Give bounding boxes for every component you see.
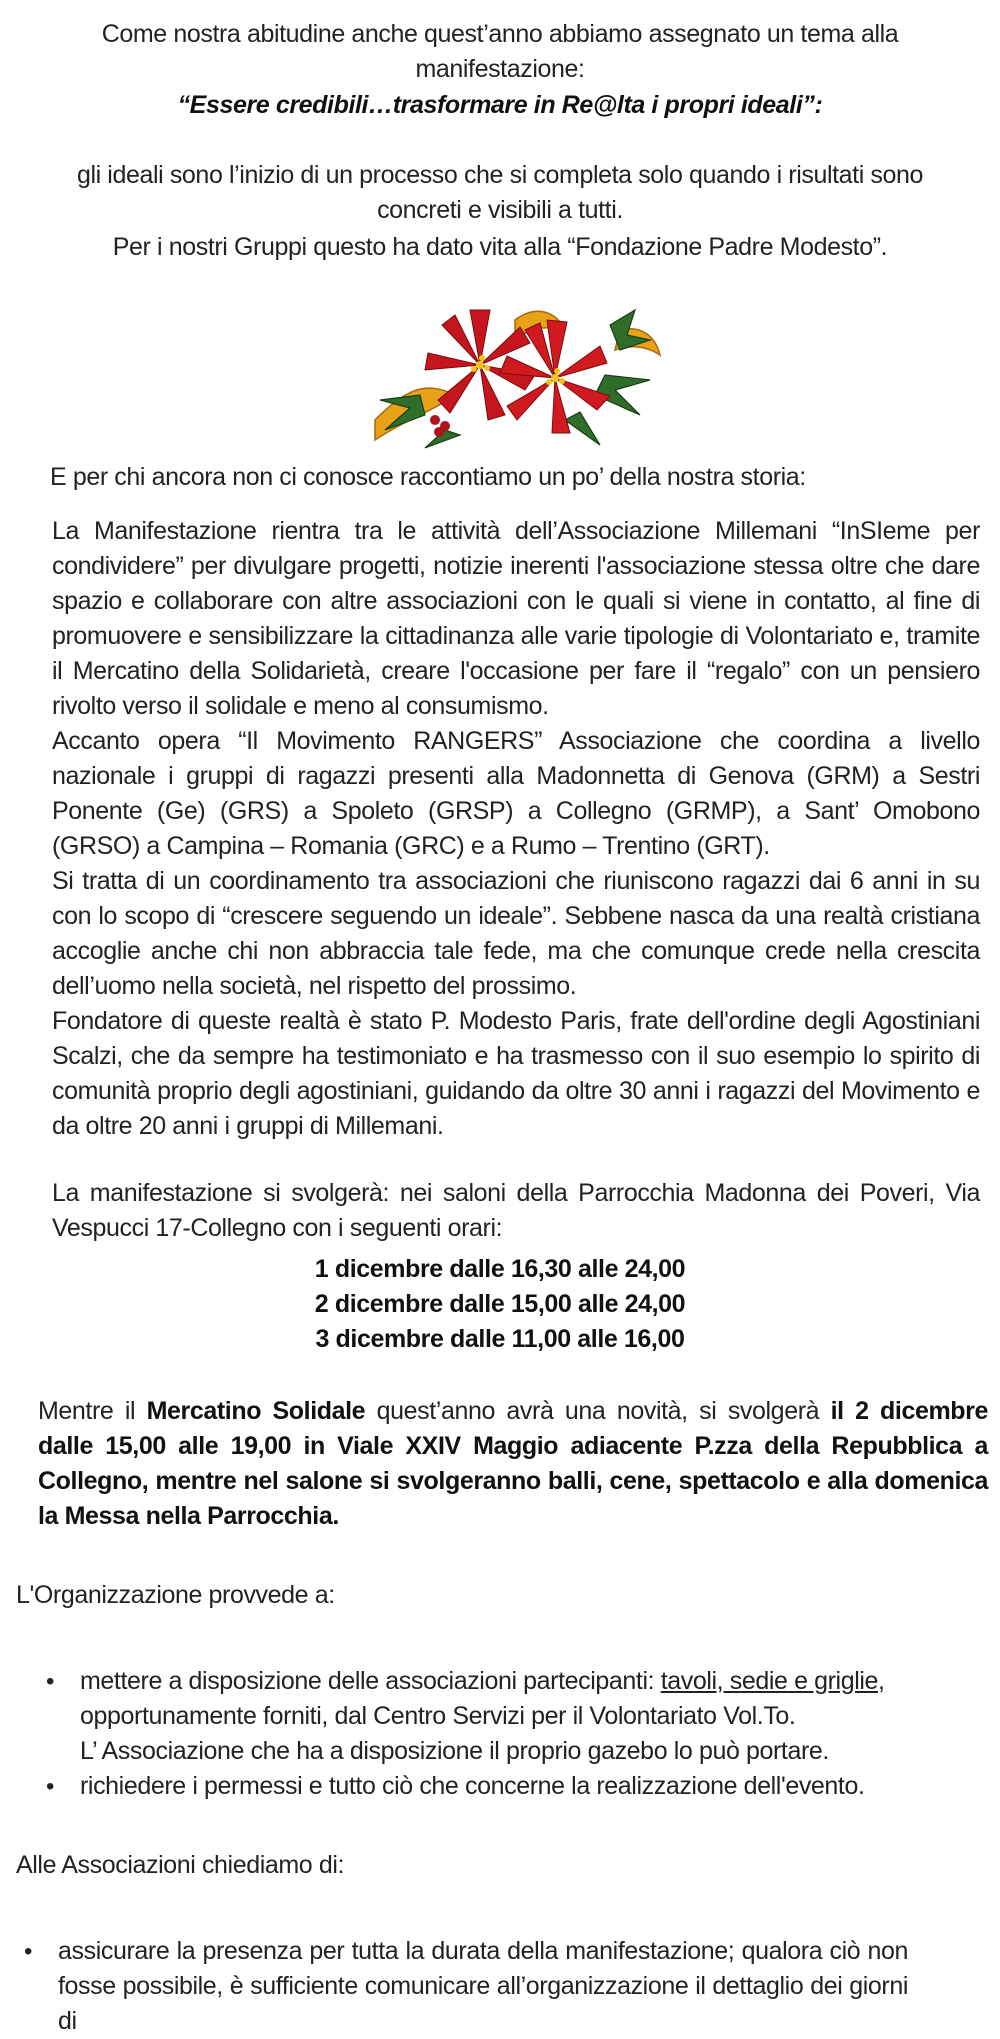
history-paragraph-4: Fondatore di queste realtà è stato P. Modesto Paris, frate dell'ordine degli Agostiniani Scalzi, che da sempre ha testimoniato e ha trasmesso con il suo esempio lo spirito di comunità proprio degli agostiniani, guidando da oltre 30 anni i ragazzi del Movimento e da oltre 20 anni i gruppi di Millemani. [52,1007,980,1140]
market-details: il 2 dicembre dalle 15,00 alle 19,00 in Viale XXIV Maggio adiacente P.zza della Repubblica a Collegno, mentre nel salone si svolgeranno balli, cene, spettacolo e alla domenica la Messa nella Parrocchia. [38,1397,989,1530]
organization-item-1 [80,1664,960,1769]
organization-item-1-post: opportunamente forniti, dal Centro Servizi per il Volontariato Vol.To. [80,1702,796,1730]
history-paragraph-2: Accanto opera “Il Movimento RANGERS” Associazione che coordina a livello nazionale i gruppi di ragazzi presenti alla Madonnetta di Genova (GRM) a Sestri Ponente (Ge) (GRS) a Spoleto (GRSP) a Collegno (GRMP), a Sant’ Omobono (GRSO) a Campina – Romania (GRC) e a Rumo – Trentino (GRT). [52,727,980,860]
foundation-text: Per i nostri Gruppi questo ha dato vita alla “Fondazione Padre Modesto”. [112,233,888,261]
market-paragraph [38,1394,988,1534]
intro-line: Come nostra abitudine anche quest’anno abbiamo assegnato un tema alla manifestazione: [101,20,899,83]
schedule-list [200,1252,800,1357]
history-lead: E per chi ancora non ci conosce raccontiamo un po’ della nostra storia: [50,463,806,491]
schedule-day-1: 1 dicembre dalle 16,30 alle 24,00 [314,1255,686,1283]
history-paragraph-1: La Manifestazione rientra tra le attività dell’Associazione Millemani “InSIeme per condividere” per divulgare progetti, notizie inerenti l'associazione stessa oltre che dare spazio e collaborare con altre associazioni con le quali si viene in contatto, al fine di promuovere e sensibilizzare la cittadinanza alle varie tipologie di Volontariato e, tramite il Mercatino della Solidarietà, creare l'occasione per fare il “regalo” con un pensiero rivolto verso il solidale e meno al consumismo. [52,517,980,720]
market-name: Mercatino Solidale [146,1397,366,1425]
associations-list [58,1934,908,2039]
market-mid: quest’anno avrà una novità, si svolgerà [365,1397,831,1425]
organization-item-1-note: L’ Associazione che ha a disposizione il proprio gazebo lo può portare. [80,1737,829,1765]
organization-item-1-pre: mettere a disposizione delle associazioni partecipanti: [80,1667,661,1695]
organization-item-2: • richiedere i permessi e tutto ciò che concerne la realizzazione dell'evento. [80,1769,960,1804]
poinsettia-icon [365,300,665,450]
organization-item-1-underlined: tavoli, sedie e griglie, [660,1667,885,1695]
schedule-day-2: 2 dicembre dalle 15,00 alle 24,00 [314,1290,686,1318]
theme-title: “Essere credibili…trasformare in Re@lta i propri ideali”: [177,91,823,119]
history-paragraph-3: Si tratta di un coordinamento tra associazioni che riuniscono ragazzi dai 6 anni in su con lo scopo di “crescere seguendo un ideale”. Sebbene nasca da una realtà cristiana accoglie anche chi non abbraccia tale fede, ma che comunque crede nella crescita dell’uomo nella società, nel rispetto del prossimo. [52,867,980,1000]
associations-heading: Alle Associazioni chiediamo di: [16,1851,345,1879]
organization-list [80,1664,960,1804]
organization-heading: L'Organizzazione provvede a: [16,1581,335,1609]
ideals-text: gli ideali sono l’inizio di un processo che si completa solo quando i risultati sono concreti e visibili a tutti. [76,161,924,224]
market-pre: Mentre il [38,1397,147,1425]
schedule-day-3: 3 dicembre dalle 11,00 alle 16,00 [315,1325,685,1353]
associations-item-1: • assicurare la presenza per tutta la durata della manifestazione; qualora ciò non fosse possibile, è sufficiente comunicare all’organizzazione il dettaglio dei giorni di [58,1934,908,2039]
venue-text: La manifestazione si svolgerà: nei saloni della Parrocchia Madonna dei Poveri, Via Vespucci 17-Collegno con i seguenti orari: [52,1179,980,1242]
